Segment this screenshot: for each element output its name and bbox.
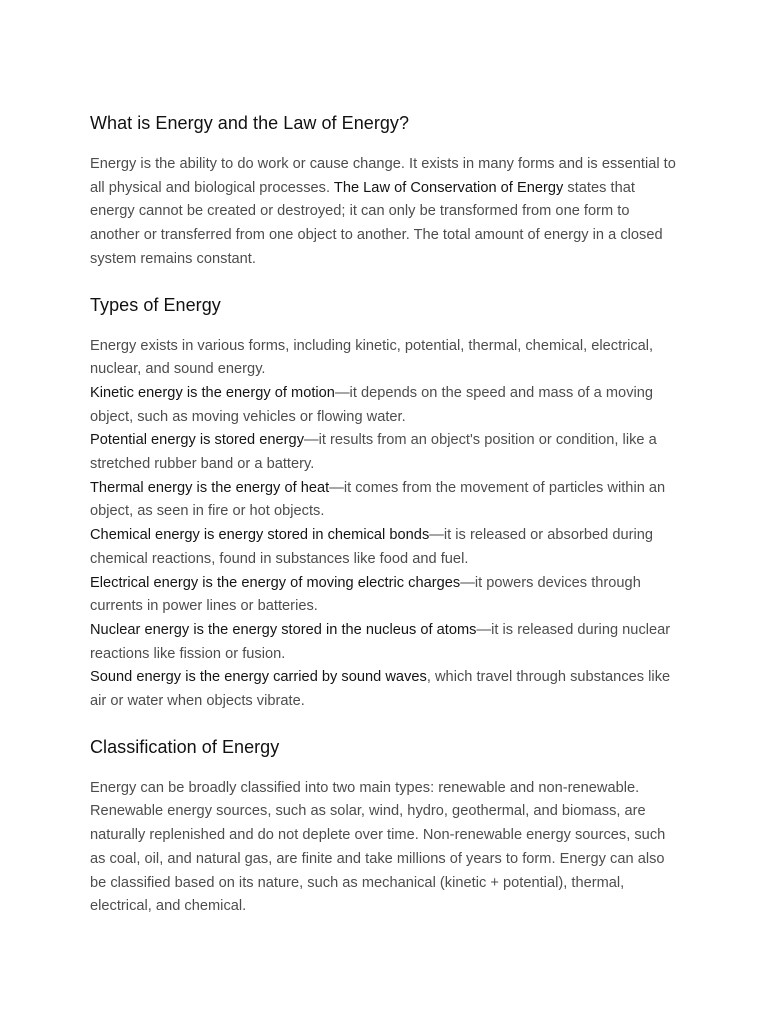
heading-energy-law: What is Energy and the Law of Energy? bbox=[90, 113, 410, 133]
energy-type-lead: Nuclear energy is the energy stored in the nucleus of atoms bbox=[90, 621, 477, 638]
energy-type-lead: Chemical energy is energy stored in chemical bonds bbox=[90, 527, 430, 544]
heading-classification: Classification of Energy bbox=[90, 736, 280, 757]
conservation-law-emphasis: The Law of Conservation of Energy bbox=[333, 179, 564, 196]
energy-law-text-part1: Energy is the ability to do work or cause change. It exists in many forms and is essential to all physical and biological processes. bbox=[90, 156, 676, 196]
paragraph-types-intro: Energy exists in various forms, including kinetic, potential, thermal, chemical, electrical, nuclear, and sound energy. bbox=[90, 337, 654, 378]
energy-type-kinetic bbox=[90, 382, 680, 429]
document-page bbox=[90, 110, 680, 919]
energy-type-thermal bbox=[90, 477, 680, 524]
energy-type-description: —it is released or absorbed during chemical reactions, found in substances like food and fuel. bbox=[90, 527, 654, 567]
energy-type-lead: Kinetic energy is the energy of motion bbox=[90, 384, 335, 401]
energy-type-description: —it comes from the movement of particles within an object, as seen in fire or hot objects. bbox=[90, 479, 666, 520]
energy-type-lead: Thermal energy is the energy of heat bbox=[90, 479, 330, 496]
energy-type-description: —it depends on the speed and mass of a moving object, such as moving vehicles or flowing water. bbox=[90, 384, 654, 425]
energy-type-potential bbox=[90, 429, 680, 476]
energy-law-text-part2: states that energy cannot be created or destroyed; it can only be transformed from one form to another or transferred from one object to another. The total amount of energy in a closed system remains constant. bbox=[90, 179, 663, 267]
energy-type-lead: Potential energy is stored energy bbox=[90, 432, 305, 449]
energy-type-description: —it powers devices through currents in power lines or batteries. bbox=[90, 574, 641, 615]
energy-type-nuclear bbox=[90, 619, 680, 666]
paragraph-classification: Energy can be broadly classified into two main types: renewable and non-renewable. Renewable energy sources, such as solar, wind, hydro, geothermal, and biomass, are naturally replenished and do not deplete over time. Non-renewable energy sources, such as coal, oil, and natural gas, are finite and take millions of years to form. Energy can also be classified based on its nature, such as mechanical (kinetic + potential), thermal, electrical, and chemical. bbox=[90, 779, 666, 915]
heading-types-of-energy: Types of Energy bbox=[90, 294, 221, 315]
energy-type-description: —it results from an object's position or condition, like a stretched rubber band or a battery. bbox=[90, 432, 657, 473]
energy-type-description: —it is released during nuclear reactions like fission or fusion. bbox=[90, 621, 671, 662]
energy-type-lead: Sound energy is the energy carried by sound waves bbox=[90, 669, 427, 686]
energy-type-electrical bbox=[90, 572, 680, 619]
energy-type-chemical bbox=[90, 524, 680, 571]
energy-type-sound bbox=[90, 666, 680, 713]
energy-type-description: , which travel through substances like air or water when objects vibrate. bbox=[90, 669, 671, 710]
paragraph-energy-law bbox=[90, 153, 680, 272]
energy-type-lead: Electrical energy is the energy of moving electric charges bbox=[90, 574, 461, 591]
